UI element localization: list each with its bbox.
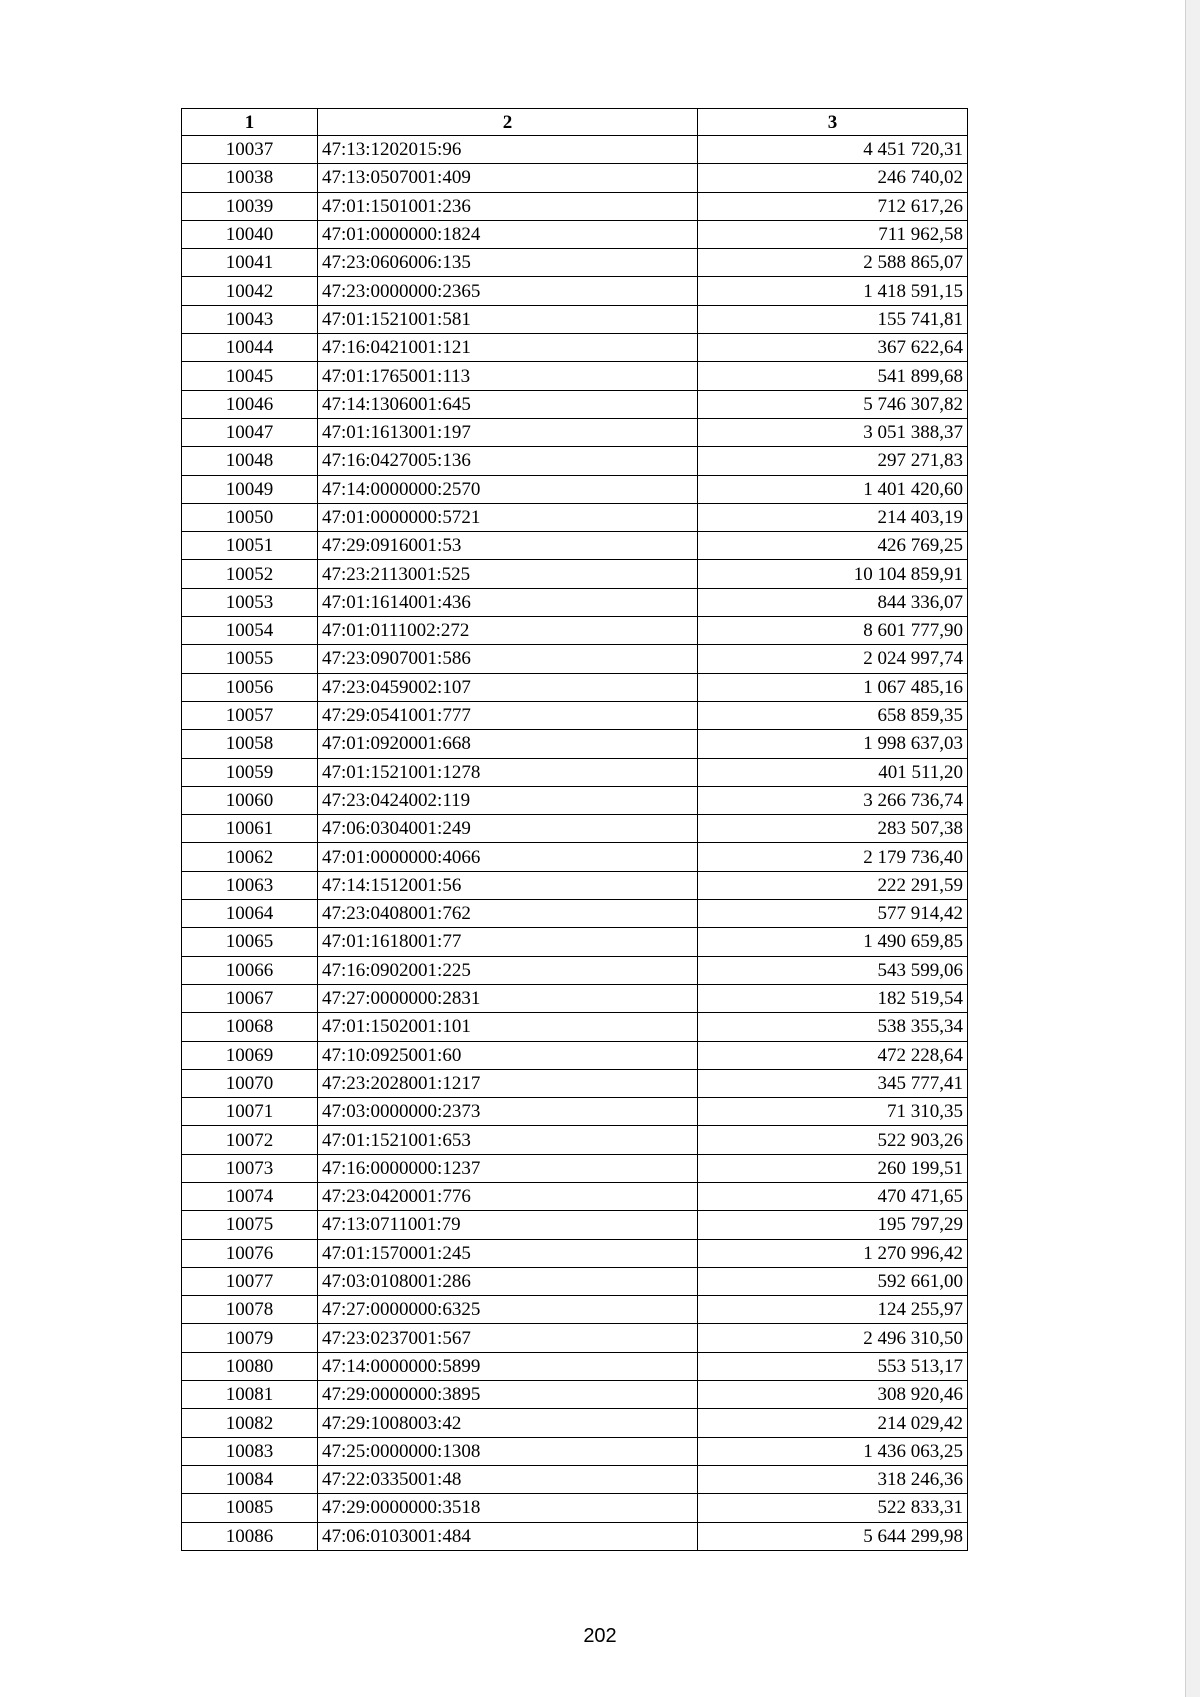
value-cell: 2 024 997,74 <box>698 645 968 673</box>
cadastral-number-cell: 47:23:0408001:762 <box>318 900 698 928</box>
table-row <box>182 1409 968 1437</box>
row-number-cell: 10055 <box>182 645 318 673</box>
table-row <box>182 560 968 588</box>
value-cell: 577 914,42 <box>698 900 968 928</box>
column-header-3: 3 <box>698 109 968 136</box>
cadastral-number-cell: 47:01:1521001:581 <box>318 305 698 333</box>
cadastral-number-cell: 47:01:1521001:1278 <box>318 758 698 786</box>
cadastral-number-cell: 47:25:0000000:1308 <box>318 1437 698 1465</box>
value-cell: 1 418 591,15 <box>698 277 968 305</box>
row-number-cell: 10064 <box>182 900 318 928</box>
table-row <box>182 390 968 418</box>
cadastral-number-cell: 47:16:0000000:1237 <box>318 1154 698 1182</box>
cadastral-number-cell: 47:23:0459002:107 <box>318 673 698 701</box>
table-row <box>182 1267 968 1295</box>
table-row <box>182 588 968 616</box>
row-number-cell: 10072 <box>182 1126 318 1154</box>
value-cell: 71 310,35 <box>698 1098 968 1126</box>
table-row <box>182 984 968 1012</box>
value-cell: 1 436 063,25 <box>698 1437 968 1465</box>
row-number-cell: 10046 <box>182 390 318 418</box>
row-number-cell: 10078 <box>182 1296 318 1324</box>
cadastral-number-cell: 47:01:1570001:245 <box>318 1239 698 1267</box>
row-number-cell: 10061 <box>182 815 318 843</box>
row-number-cell: 10062 <box>182 843 318 871</box>
value-cell: 426 769,25 <box>698 532 968 560</box>
value-cell: 2 588 865,07 <box>698 249 968 277</box>
row-number-cell: 10039 <box>182 192 318 220</box>
cadastral-number-cell: 47:23:0000000:2365 <box>318 277 698 305</box>
table-row <box>182 1182 968 1210</box>
cadastral-number-cell: 47:23:0907001:586 <box>318 645 698 673</box>
value-cell: 470 471,65 <box>698 1182 968 1210</box>
value-cell: 472 228,64 <box>698 1041 968 1069</box>
cadastral-number-cell: 47:01:1614001:436 <box>318 588 698 616</box>
value-cell: 1 270 996,42 <box>698 1239 968 1267</box>
row-number-cell: 10067 <box>182 984 318 1012</box>
table-row <box>182 503 968 531</box>
row-number-cell: 10070 <box>182 1069 318 1097</box>
cadastral-number-cell: 47:13:1202015:96 <box>318 136 698 164</box>
cadastral-number-cell: 47:03:0000000:2373 <box>318 1098 698 1126</box>
cadastral-number-cell: 47:01:0000000:4066 <box>318 843 698 871</box>
row-number-cell: 10071 <box>182 1098 318 1126</box>
cadastral-number-cell: 47:23:0420001:776 <box>318 1182 698 1210</box>
table-row <box>182 617 968 645</box>
cadastral-number-cell: 47:27:0000000:6325 <box>318 1296 698 1324</box>
value-cell: 318 246,36 <box>698 1465 968 1493</box>
value-cell: 1 401 420,60 <box>698 475 968 503</box>
table-row <box>182 673 968 701</box>
row-number-cell: 10069 <box>182 1041 318 1069</box>
row-number-cell: 10056 <box>182 673 318 701</box>
row-number-cell: 10057 <box>182 701 318 729</box>
row-number-cell: 10082 <box>182 1409 318 1437</box>
table-row <box>182 730 968 758</box>
cadastral-number-cell: 47:14:0000000:2570 <box>318 475 698 503</box>
value-cell: 195 797,29 <box>698 1211 968 1239</box>
row-number-cell: 10040 <box>182 220 318 248</box>
value-cell: 538 355,34 <box>698 1013 968 1041</box>
value-cell: 8 601 777,90 <box>698 617 968 645</box>
value-cell: 10 104 859,91 <box>698 560 968 588</box>
table-row <box>182 220 968 248</box>
cadastral-number-cell: 47:23:0606006:135 <box>318 249 698 277</box>
data-table <box>181 108 968 1551</box>
table-row <box>182 1296 968 1324</box>
cadastral-number-cell: 47:23:0237001:567 <box>318 1324 698 1352</box>
value-cell: 2 179 736,40 <box>698 843 968 871</box>
table-row <box>182 1437 968 1465</box>
value-cell: 553 513,17 <box>698 1352 968 1380</box>
cadastral-number-cell: 47:29:0000000:3895 <box>318 1381 698 1409</box>
value-cell: 401 511,20 <box>698 758 968 786</box>
row-number-cell: 10076 <box>182 1239 318 1267</box>
value-cell: 712 617,26 <box>698 192 968 220</box>
value-cell: 222 291,59 <box>698 871 968 899</box>
table-row <box>182 249 968 277</box>
table-row <box>182 418 968 446</box>
row-number-cell: 10048 <box>182 447 318 475</box>
value-cell: 541 899,68 <box>698 362 968 390</box>
table-row <box>182 1211 968 1239</box>
row-number-cell: 10068 <box>182 1013 318 1041</box>
cadastral-number-cell: 47:13:0711001:79 <box>318 1211 698 1239</box>
table-row <box>182 1013 968 1041</box>
cadastral-number-cell: 47:01:1618001:77 <box>318 928 698 956</box>
table-row <box>182 645 968 673</box>
row-number-cell: 10081 <box>182 1381 318 1409</box>
value-cell: 522 903,26 <box>698 1126 968 1154</box>
cadastral-number-cell: 47:01:0000000:5721 <box>318 503 698 531</box>
row-number-cell: 10053 <box>182 588 318 616</box>
value-cell: 592 661,00 <box>698 1267 968 1295</box>
table-row <box>182 305 968 333</box>
row-number-cell: 10074 <box>182 1182 318 1210</box>
cadastral-number-cell: 47:10:0925001:60 <box>318 1041 698 1069</box>
value-cell: 1 998 637,03 <box>698 730 968 758</box>
row-number-cell: 10042 <box>182 277 318 305</box>
value-cell: 658 859,35 <box>698 701 968 729</box>
table-row <box>182 1522 968 1550</box>
table-row <box>182 164 968 192</box>
page-number: 202 <box>583 1625 617 1647</box>
table-header-row <box>182 109 968 136</box>
row-number-cell: 10045 <box>182 362 318 390</box>
value-cell: 182 519,54 <box>698 984 968 1012</box>
cadastral-number-cell: 47:01:1765001:113 <box>318 362 698 390</box>
value-cell: 5 644 299,98 <box>698 1522 968 1550</box>
table-row <box>182 843 968 871</box>
table-row <box>182 277 968 305</box>
cadastral-number-cell: 47:01:1501001:236 <box>318 192 698 220</box>
table-row <box>182 532 968 560</box>
value-cell: 214 029,42 <box>698 1409 968 1437</box>
row-number-cell: 10037 <box>182 136 318 164</box>
row-number-cell: 10054 <box>182 617 318 645</box>
table-row <box>182 192 968 220</box>
table-row <box>182 136 968 164</box>
value-cell: 1 490 659,85 <box>698 928 968 956</box>
cadastral-number-cell: 47:14:0000000:5899 <box>318 1352 698 1380</box>
row-number-cell: 10080 <box>182 1352 318 1380</box>
row-number-cell: 10075 <box>182 1211 318 1239</box>
cadastral-number-cell: 47:29:0916001:53 <box>318 532 698 560</box>
row-number-cell: 10060 <box>182 786 318 814</box>
cadastral-number-cell: 47:01:0920001:668 <box>318 730 698 758</box>
cadastral-number-cell: 47:29:0541001:777 <box>318 701 698 729</box>
table-row <box>182 786 968 814</box>
cadastral-number-cell: 47:01:0111002:272 <box>318 617 698 645</box>
row-number-cell: 10065 <box>182 928 318 956</box>
value-cell: 345 777,41 <box>698 1069 968 1097</box>
row-number-cell: 10084 <box>182 1465 318 1493</box>
table-row <box>182 1069 968 1097</box>
table-row <box>182 701 968 729</box>
cadastral-number-cell: 47:23:2028001:1217 <box>318 1069 698 1097</box>
row-number-cell: 10047 <box>182 418 318 446</box>
row-number-cell: 10059 <box>182 758 318 786</box>
row-number-cell: 10066 <box>182 956 318 984</box>
cadastral-number-cell: 47:29:0000000:3518 <box>318 1494 698 1522</box>
cadastral-number-cell: 47:01:0000000:1824 <box>318 220 698 248</box>
value-cell: 283 507,38 <box>698 815 968 843</box>
table-row <box>182 334 968 362</box>
value-cell: 214 403,19 <box>698 503 968 531</box>
cadastral-number-cell: 47:22:0335001:48 <box>318 1465 698 1493</box>
value-cell: 2 496 310,50 <box>698 1324 968 1352</box>
row-number-cell: 10050 <box>182 503 318 531</box>
table-row <box>182 1239 968 1267</box>
row-number-cell: 10063 <box>182 871 318 899</box>
cadastral-number-cell: 47:23:2113001:525 <box>318 560 698 588</box>
row-number-cell: 10086 <box>182 1522 318 1550</box>
row-number-cell: 10085 <box>182 1494 318 1522</box>
table-row <box>182 1041 968 1069</box>
table-row <box>182 1494 968 1522</box>
cadastral-number-cell: 47:13:0507001:409 <box>318 164 698 192</box>
cadastral-number-cell: 47:16:0427005:136 <box>318 447 698 475</box>
row-number-cell: 10077 <box>182 1267 318 1295</box>
table-body <box>182 136 968 1551</box>
row-number-cell: 10043 <box>182 305 318 333</box>
table-row <box>182 475 968 503</box>
row-number-cell: 10058 <box>182 730 318 758</box>
table-row <box>182 928 968 956</box>
page-edge <box>1185 0 1200 1697</box>
cadastral-number-cell: 47:14:1512001:56 <box>318 871 698 899</box>
cadastral-number-cell: 47:03:0108001:286 <box>318 1267 698 1295</box>
table-row <box>182 362 968 390</box>
value-cell: 297 271,83 <box>698 447 968 475</box>
value-cell: 5 746 307,82 <box>698 390 968 418</box>
column-header-2: 2 <box>318 109 698 136</box>
value-cell: 3 266 736,74 <box>698 786 968 814</box>
cadastral-number-cell: 47:16:0902001:225 <box>318 956 698 984</box>
row-number-cell: 10073 <box>182 1154 318 1182</box>
cadastral-number-cell: 47:01:1521001:653 <box>318 1126 698 1154</box>
table-row <box>182 1381 968 1409</box>
cadastral-number-cell: 47:16:0421001:121 <box>318 334 698 362</box>
table-row <box>182 1126 968 1154</box>
value-cell: 844 336,07 <box>698 588 968 616</box>
table-row <box>182 1352 968 1380</box>
value-cell: 308 920,46 <box>698 1381 968 1409</box>
value-cell: 1 067 485,16 <box>698 673 968 701</box>
value-cell: 543 599,06 <box>698 956 968 984</box>
table-row <box>182 758 968 786</box>
table-row <box>182 871 968 899</box>
row-number-cell: 10083 <box>182 1437 318 1465</box>
table-row <box>182 900 968 928</box>
cadastral-number-cell: 47:01:1502001:101 <box>318 1013 698 1041</box>
row-number-cell: 10079 <box>182 1324 318 1352</box>
value-cell: 711 962,58 <box>698 220 968 248</box>
cadastral-number-cell: 47:29:1008003:42 <box>318 1409 698 1437</box>
row-number-cell: 10044 <box>182 334 318 362</box>
value-cell: 4 451 720,31 <box>698 136 968 164</box>
row-number-cell: 10051 <box>182 532 318 560</box>
cadastral-number-cell: 47:06:0304001:249 <box>318 815 698 843</box>
row-number-cell: 10038 <box>182 164 318 192</box>
table-row <box>182 815 968 843</box>
row-number-cell: 10049 <box>182 475 318 503</box>
table-row <box>182 1324 968 1352</box>
value-cell: 260 199,51 <box>698 1154 968 1182</box>
cadastral-number-cell: 47:06:0103001:484 <box>318 1522 698 1550</box>
table-row <box>182 1098 968 1126</box>
table-row <box>182 1154 968 1182</box>
row-number-cell: 10052 <box>182 560 318 588</box>
value-cell: 367 622,64 <box>698 334 968 362</box>
table-row <box>182 447 968 475</box>
value-cell: 124 255,97 <box>698 1296 968 1324</box>
value-cell: 522 833,31 <box>698 1494 968 1522</box>
cadastral-number-cell: 47:23:0424002:119 <box>318 786 698 814</box>
column-header-1: 1 <box>182 109 318 136</box>
value-cell: 246 740,02 <box>698 164 968 192</box>
value-cell: 155 741,81 <box>698 305 968 333</box>
table-row <box>182 956 968 984</box>
cadastral-number-cell: 47:27:0000000:2831 <box>318 984 698 1012</box>
cadastral-number-cell: 47:01:1613001:197 <box>318 418 698 446</box>
value-cell: 3 051 388,37 <box>698 418 968 446</box>
table-row <box>182 1465 968 1493</box>
row-number-cell: 10041 <box>182 249 318 277</box>
cadastral-number-cell: 47:14:1306001:645 <box>318 390 698 418</box>
